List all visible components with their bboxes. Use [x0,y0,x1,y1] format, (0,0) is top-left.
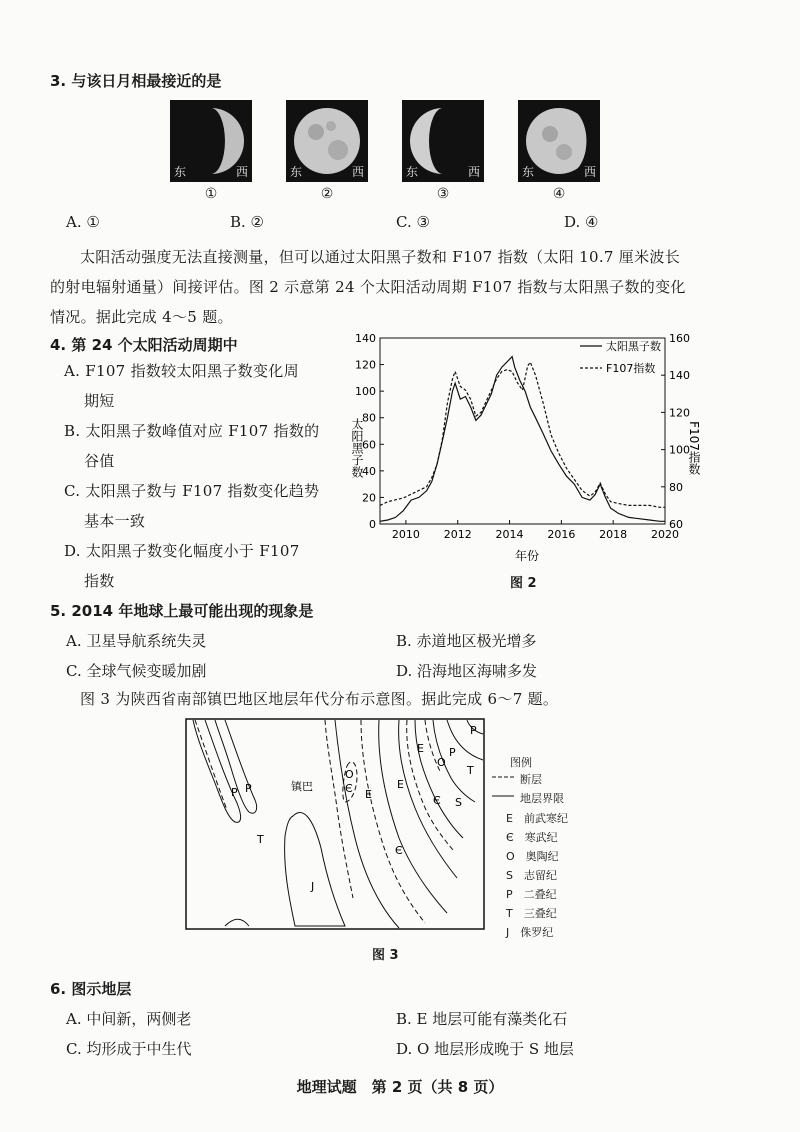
q4-option-a-line-1: A. F107 指数较太阳黑子数变化周 [64,362,299,380]
y2-tick-label-4: 140 [669,369,690,383]
series-f107-line [380,362,665,507]
x-tick-label-4: 2018 [599,528,628,541]
legend-o-sym: O [506,850,515,863]
fig3-caption: 图 3 [372,948,399,963]
intro-45-line-3: 情况。据此完成 4～5 题。 [50,308,233,326]
y-tick-label-3: 60 [362,438,376,452]
legend-j-sym: J [506,926,510,939]
moon-1-west: 西 [235,165,248,179]
q4-option-d-line-1: D. 太阳黑子数变化幅度小于 F107 [64,542,300,560]
series-sunspot-line [380,357,665,522]
x-tick-label-3: 2016 [547,528,576,541]
fig2-ylabel: 太阳黑子数 [350,418,364,478]
legend-e [506,810,568,826]
legend-j [506,924,553,940]
x-tick-label-5: 2020 [651,528,679,541]
x-tick-label-2: 2014 [495,528,524,541]
legend-o [506,848,559,864]
fig2-lines [380,357,665,522]
x-tick-label-1: 2012 [443,528,472,541]
q4-option-c-line-2: 基本一致 [84,512,146,530]
q4-option-d[interactable] [64,536,344,596]
figure-3-map [185,718,485,930]
moon-label-2: ② [320,186,334,202]
q3-stem: 3. 与该日月相最接近的是 [50,72,222,90]
intro-45-line-2: 的射电辐射通量）间接评估。图 2 示意第 24 个太阳活动周期 F107 指数与太阳黑子数的变化 [50,278,686,296]
label-c-3: Є [433,794,441,807]
moon-4-west: 西 [583,165,596,179]
y-tick-label-7: 140 [355,332,376,345]
legend-t-text: 三叠纪 [523,907,557,920]
legend-c [506,829,558,845]
moon-1-east: 东 [174,165,187,179]
legend-o-text: 奥陶纪 [525,850,559,863]
y-tick-label-5: 100 [355,385,376,399]
q6-option-d[interactable]: D. O 地层形成晚于 S 地层 [396,1040,574,1058]
q5-option-a[interactable]: A. 卫星导航系统失灵 [66,632,207,650]
moon-image-1 [170,100,252,182]
y2-tick-label-3: 120 [669,406,690,420]
legend-j-text: 侏罗纪 [520,926,554,939]
label-p-3: P [449,746,456,759]
q4-stem: 4. 第 24 个太阳活动周期中 [50,336,238,354]
y-tick-label-2: 40 [362,464,376,478]
y2-tick-label-2: 100 [669,443,690,457]
moon-image-4 [518,100,600,182]
legend-sunspot-label: 太阳黑子数 [606,340,661,353]
x-tick-label-0: 2010 [391,528,420,541]
moon-label-4: ④ [552,186,566,202]
legend-s-text: 志留纪 [523,869,557,882]
legend-p-sym: P [506,888,513,901]
moon-3-east: 东 [406,165,419,179]
q4-option-b[interactable] [64,416,344,476]
y-tick-label-0: 0 [369,518,376,531]
moon-image-3 [402,100,484,182]
town-label: 镇巴 [291,780,313,793]
legend-fault-text: 断层 [520,773,542,786]
label-t-2: T [467,764,474,777]
q4-option-c[interactable] [64,476,344,536]
y-tick-label-1: 20 [362,491,376,505]
q4-option-c-line-1: C. 太阳黑子数与 F107 指数变化趋势 [64,482,320,500]
label-p-4: P [470,724,477,737]
label-p-1: P [231,786,238,799]
q4-option-b-line-2: 谷值 [84,452,115,470]
legend-line-swatches [490,772,516,802]
legend-boundary-text: 地层界限 [520,792,564,805]
q4-option-d-line-2: 指数 [84,572,115,590]
q4-option-b-line-1: B. 太阳黑子数峰值对应 F107 指数的 [64,422,320,440]
q6-option-b[interactable]: B. E 地层可能有藻类化石 [396,1010,568,1028]
y2-tick-label-5: 160 [669,332,690,345]
intro-67: 图 3 为陕西省南部镇巴地区地层年代分布示意图。据此完成 6～7 题。 [80,690,559,708]
fig2-y2label: F107指数 [687,421,701,475]
label-t-1: T [257,833,264,846]
q4-option-a-line-2: 期短 [84,392,115,410]
q3-option-a[interactable]: A. ① [66,213,100,231]
q3-option-b[interactable]: B. ② [230,213,265,231]
q6-option-a[interactable]: A. 中间新，两侧老 [66,1010,192,1028]
legend-t-sym: T [506,907,513,920]
moon-4-east: 东 [522,165,535,179]
legend-s-sym: S [506,869,513,882]
legend-p [506,886,557,902]
moon-label-1: ① [204,186,218,202]
legend-e-sym: E [506,812,513,825]
label-p-2: P [245,782,252,795]
label-o-1: O [345,768,354,781]
q5-option-c[interactable]: C. 全球气候变暖加剧 [66,662,207,680]
label-c-1: Є [345,782,353,795]
moon-3-west: 西 [467,165,480,179]
moon-label-3: ③ [436,186,450,202]
moon-image-2 [286,100,368,182]
q6-option-c[interactable]: C. 均形成于中生代 [66,1040,192,1058]
fig2-xlabel: 年份 [514,549,540,563]
label-e-1: E [365,788,372,801]
y2-tick-label-1: 80 [669,480,683,494]
q3-option-d[interactable]: D. ④ [564,213,599,231]
q5-option-d[interactable]: D. 沿海地区海啸多发 [396,662,538,680]
legend-p-text: 二叠纪 [523,888,557,901]
y-tick-label-6: 120 [355,358,376,372]
intro-45-line-1: 太阳活动强度无法直接测量，但可以通过太阳黑子数和 F107 指数（太阳 10.7 厘米波长 [80,248,681,266]
q3-option-c[interactable]: C. ③ [396,213,430,231]
q4-option-a[interactable] [64,356,344,416]
q6-stem: 6. 图示地层 [50,980,132,998]
label-c-2: Є [395,844,403,857]
y-tick-label-4: 80 [362,411,376,425]
q5-stem: 5. 2014 年地球上最可能出现的现象是 [50,602,314,620]
q5-option-b[interactable]: B. 赤道地区极光增多 [396,632,537,650]
label-j: J [311,880,315,893]
label-o-2: O [437,756,446,769]
label-e-3: E [417,742,424,755]
fig2-caption: 图 2 [510,576,537,591]
legend-title: 图例 [510,756,532,769]
legend-e-text: 前武寒纪 [523,812,568,825]
moon-2-east: 东 [290,165,303,179]
label-s: S [455,796,462,809]
stratum-boundaries [193,720,483,928]
legend-c-sym: Є [506,831,514,844]
page-footer: 地理试题 第 2 页（共 8 页） [296,1078,504,1096]
label-e-2: E [397,778,404,791]
legend-s [506,867,557,883]
legend-f107-label: F107指数 [606,362,656,375]
moon-2-west: 西 [351,165,364,179]
legend-t [506,905,557,921]
y2-tick-label-0: 60 [669,518,683,531]
figure-2-chart [340,328,710,564]
legend-c-text: 寒武纪 [524,831,558,844]
